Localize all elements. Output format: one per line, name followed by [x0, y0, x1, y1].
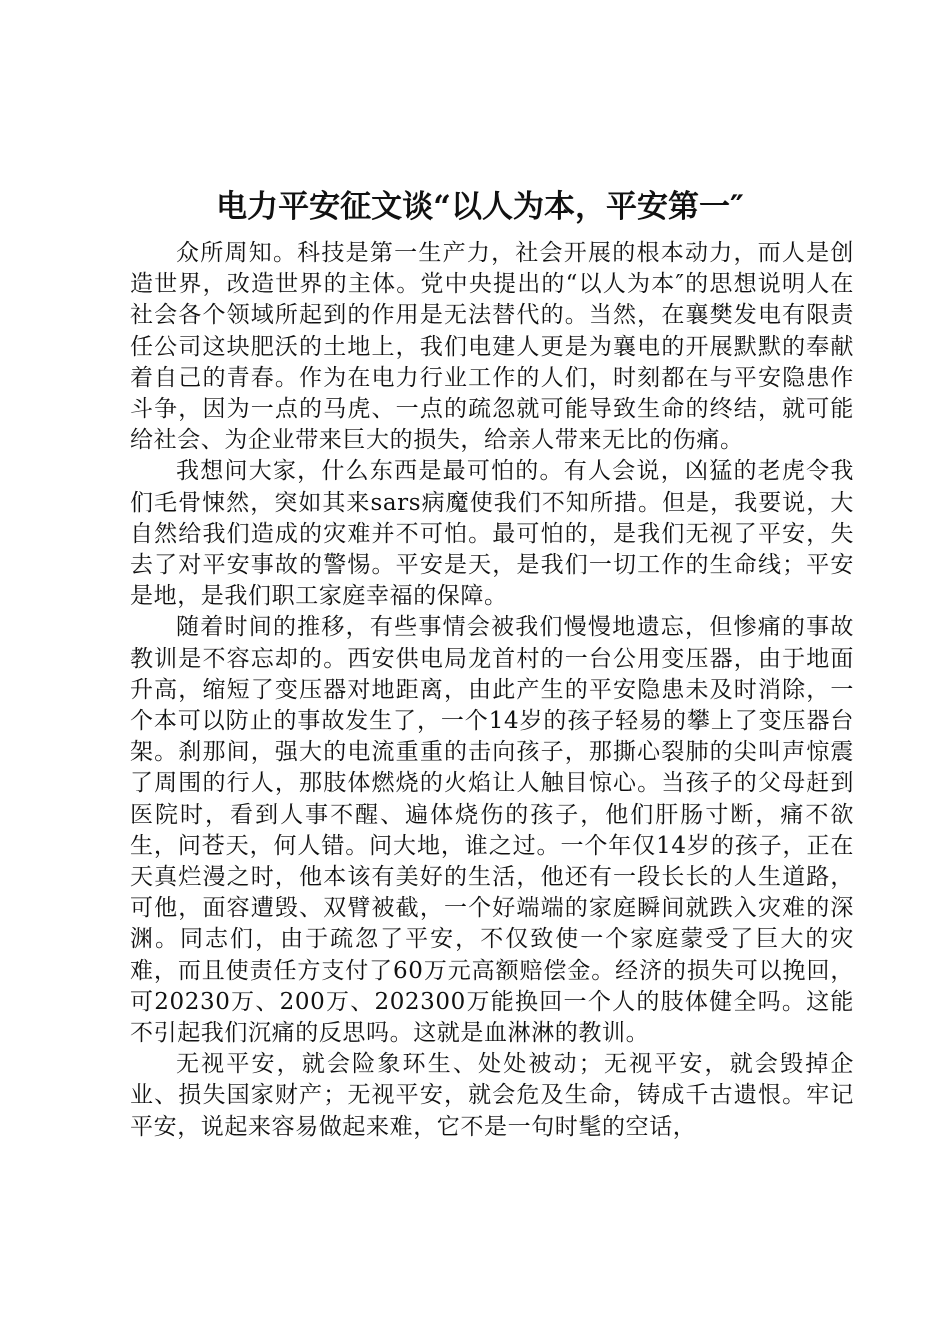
- document-body: [130, 238, 854, 1143]
- paragraph: 众所周知。科技是第一生产力，社会开展的根本动力，而人是创造世界，改造世界的主体。党中央提出的“以人为本″的思想说明人在社会各个领域所起到的作用是无法替代的。当然，在襄樊发电有限责任公司这块肥沃的土地上，我们电建人更是为襄电的开展默默的奉献着自己的青春。作为在电力行业工作的人们，时刻都在与平安隐患作斗争，因为一点的马虎、一点的疏忽就可能导致生命的终结，就可能给社会、为企业带来巨大的损失，给亲人带来无比的伤痛。: [130, 240, 854, 454]
- paragraph: 我想问大家，什么东西是最可怕的。有人会说，凶猛的老虎令我们毛骨悚然，突如其来sars病魔使我们不知所措。但是，我要说，大自然给我们造成的灾难并不可怕。最可怕的，是我们无视了平安，失去了对平安事故的警惕。平安是天，是我们一切工作的生命线；平安是地，是我们职工家庭幸福的保障。: [130, 458, 854, 610]
- document-title: 电力平安征文谈“以人为本，平安第一″: [216, 189, 744, 225]
- paragraph: 无视平安，就会险象环生、处处被动；无视平安，就会毁掉企业、损失国家财产；无视平安，就会危及生命，铸成千古遗恨。牢记平安，说起来容易做起来难，它不是一句时髦的空话，: [130, 1051, 854, 1140]
- paragraph: 随着时间的推移，有些事情会被我们慢慢地遗忘，但惨痛的事故教训是不容忘却的。西安供电局龙首村的一台公用变压器，由于地面升高，缩短了变压器对地距离，由此产生的平安隐患未及时消除，一个本可以防止的事故发生了，一个14岁的孩子轻易的攀上了变压器台架。刹那间，强大的电流重重的击向孩子，那撕心裂肺的尖叫声惊震了周围的行人，那肢体燃烧的火焰让人触目惊心。当孩子的父母赶到医院时，看到人事不醒、遍体烧伤的孩子，他们肝肠寸断，痛不欲生，问苍天，何人错。问大地，谁之过。一个年仅14岁的孩子，正在天真烂漫之时，他本该有美好的生活，他还有一段长长的人生道路，可他，面容遭毁、双臂被截，一个好端端的家庭瞬间就跌入灾难的深渊。同志们，由于疏忽了平安，不仅致使一个家庭蒙受了巨大的灾难，而且使责任方支付了60万元高额赔偿金。经济的损失可以挽回，可20230万、200万、202300万能换回一个人的肢体健全吗。这能不引起我们沉痛的反思吗。这就是血淋淋的教训。: [130, 614, 854, 1047]
